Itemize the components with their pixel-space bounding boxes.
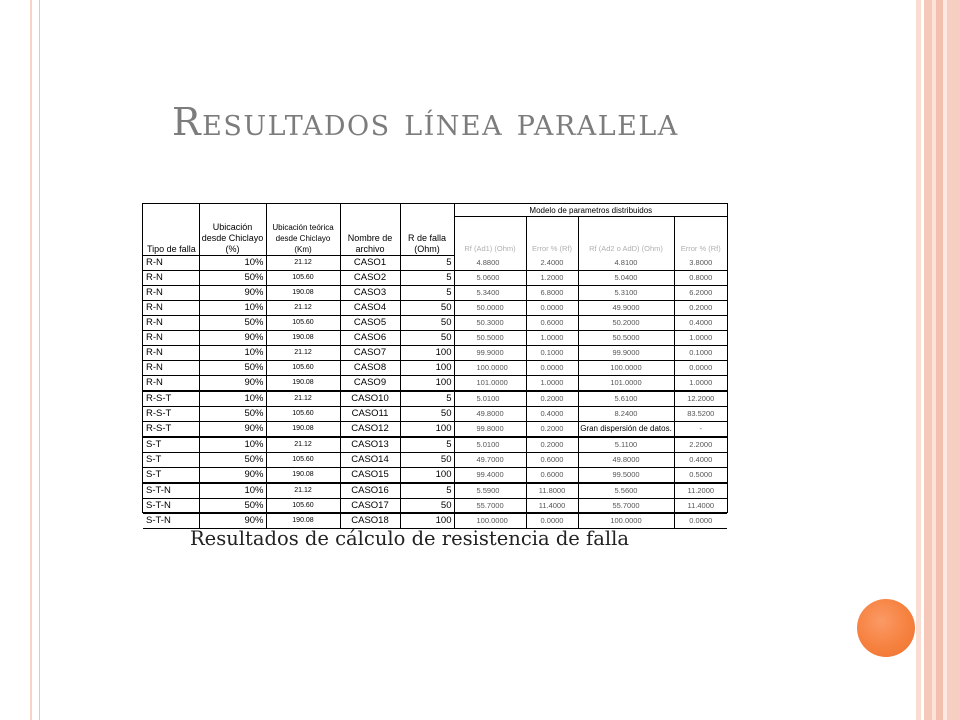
cell-error-1: 0.0000 (526, 360, 578, 375)
cell-archivo: CASO17 (340, 498, 400, 513)
cell-error-2: 1.0000 (674, 330, 727, 345)
cell-ubicacion-teorica: 190.08 (266, 421, 340, 437)
cell-rf-ad2: Gran dispersión de datos. (578, 421, 674, 437)
cell-archivo: CASO6 (340, 330, 400, 345)
cell-r-falla: 5 (400, 270, 454, 285)
cell-error-2: 1.0000 (674, 375, 727, 391)
cell-r-falla: 5 (400, 391, 454, 407)
slide-left-border (0, 0, 40, 720)
cell-tipo: R-N (143, 315, 199, 330)
cell-error-1: 0.2000 (526, 391, 578, 407)
cell-error-2: 0.2000 (674, 300, 727, 315)
cell-r-falla: 50 (400, 406, 454, 421)
cell-error-2: 0.1000 (674, 345, 727, 360)
cell-tipo: R-N (143, 375, 199, 391)
cell-r-falla: 5 (400, 483, 454, 499)
cell-rf-ad2: 50.2000 (578, 315, 674, 330)
cell-ubicacion: 10% (199, 483, 266, 499)
cell-tipo: S-T-N (143, 513, 199, 528)
cell-r-falla: 5 (400, 437, 454, 453)
cell-ubicacion-teorica: 190.08 (266, 513, 340, 528)
cell-archivo: CASO9 (340, 375, 400, 391)
cell-ubicacion: 50% (199, 498, 266, 513)
table-row (143, 360, 727, 375)
cell-rf-ad1: 4.8800 (454, 255, 526, 270)
table-row (143, 498, 727, 513)
cell-ubicacion: 90% (199, 467, 266, 483)
cell-tipo: R-N (143, 360, 199, 375)
cell-rf-ad2: 99.5000 (578, 467, 674, 483)
cell-rf-ad1: 100.0000 (454, 513, 526, 528)
cell-archivo: CASO1 (340, 255, 400, 270)
cell-error-2: 83.5200 (674, 406, 727, 421)
table-row (143, 255, 727, 270)
cell-error-2: 11.2000 (674, 483, 727, 499)
table-row (143, 345, 727, 360)
cell-ubicacion: 90% (199, 375, 266, 391)
cell-tipo: R-N (143, 285, 199, 300)
cell-r-falla: 50 (400, 330, 454, 345)
cell-tipo: S-T (143, 452, 199, 467)
cell-error-1: 0.4000 (526, 406, 578, 421)
cell-tipo: R-N (143, 330, 199, 345)
cell-ubicacion-teorica: 190.08 (266, 330, 340, 345)
cell-error-2: - (674, 421, 727, 437)
cell-error-1: 0.6000 (526, 467, 578, 483)
slide-title: Resultados línea paralela (172, 100, 679, 144)
cell-archivo: CASO2 (340, 270, 400, 285)
cell-ubicacion: 50% (199, 270, 266, 285)
table-row (143, 300, 727, 315)
slide-right-stripes (916, 0, 960, 720)
cell-tipo: R-N (143, 270, 199, 285)
cell-error-1: 11.4000 (526, 498, 578, 513)
cell-rf-ad2: 50.5000 (578, 330, 674, 345)
orange-circle-icon (857, 599, 915, 657)
cell-error-2: 12.2000 (674, 391, 727, 407)
cell-archivo: CASO4 (340, 300, 400, 315)
cell-ubicacion-teorica: 105.60 (266, 315, 340, 330)
cell-error-2: 3.8000 (674, 255, 727, 270)
cell-r-falla: 100 (400, 513, 454, 528)
cell-error-1: 11.8000 (526, 483, 578, 499)
cell-rf-ad1: 55.7000 (454, 498, 526, 513)
cell-rf-ad2: 100.0000 (578, 513, 674, 528)
cell-rf-ad1: 50.5000 (454, 330, 526, 345)
cell-ubicacion-teorica: 190.08 (266, 375, 340, 391)
cell-error-2: 0.4000 (674, 315, 727, 330)
cell-archivo: CASO12 (340, 421, 400, 437)
cell-ubicacion: 50% (199, 406, 266, 421)
cell-archivo: CASO10 (340, 391, 400, 407)
cell-r-falla: 50 (400, 315, 454, 330)
table-row (143, 315, 727, 330)
cell-error-2: 0.0000 (674, 513, 727, 528)
cell-ubicacion: 10% (199, 300, 266, 315)
cell-rf-ad1: 99.4000 (454, 467, 526, 483)
cell-archivo: CASO18 (340, 513, 400, 528)
cell-ubicacion: 50% (199, 360, 266, 375)
cell-archivo: CASO15 (340, 467, 400, 483)
cell-rf-ad2: 5.1100 (578, 437, 674, 453)
cell-archivo: CASO8 (340, 360, 400, 375)
cell-r-falla: 50 (400, 452, 454, 467)
cell-archivo: CASO16 (340, 483, 400, 499)
cell-ubicacion: 10% (199, 345, 266, 360)
table-row (143, 452, 727, 467)
cell-rf-ad1: 101.0000 (454, 375, 526, 391)
cell-ubicacion-teorica: 105.60 (266, 452, 340, 467)
cell-tipo: S-T-N (143, 483, 199, 499)
cell-error-1: 1.2000 (526, 270, 578, 285)
cell-error-1: 6.8000 (526, 285, 578, 300)
cell-rf-ad1: 100.0000 (454, 360, 526, 375)
cell-rf-ad2: 49.8000 (578, 452, 674, 467)
table-body (143, 255, 727, 528)
table-row (143, 437, 727, 453)
cell-archivo: CASO5 (340, 315, 400, 330)
cell-error-2: 0.5000 (674, 467, 727, 483)
cell-error-1: 0.2000 (526, 421, 578, 437)
results-table (142, 203, 728, 526)
header-nombre-archivo: Nombre de archivo (340, 204, 400, 255)
cell-tipo: R-N (143, 300, 199, 315)
cell-error-2: 0.0000 (674, 360, 727, 375)
cell-rf-ad1: 5.0100 (454, 391, 526, 407)
cell-error-1: 0.0000 (526, 300, 578, 315)
table-row (143, 483, 727, 499)
cell-rf-ad1: 5.5900 (454, 483, 526, 499)
cell-ubicacion: 10% (199, 391, 266, 407)
header-error-2: Error % (Rf) (680, 244, 721, 253)
table-row (143, 467, 727, 483)
cell-error-2: 0.8000 (674, 270, 727, 285)
cell-rf-ad2: 5.0400 (578, 270, 674, 285)
cell-ubicacion-teorica: 21.12 (266, 345, 340, 360)
cell-r-falla: 5 (400, 285, 454, 300)
cell-rf-ad2: 55.7000 (578, 498, 674, 513)
cell-ubicacion-teorica: 21.12 (266, 483, 340, 499)
cell-ubicacion-teorica: 105.60 (266, 406, 340, 421)
cell-ubicacion-teorica: 105.60 (266, 498, 340, 513)
header-modelo: Modelo de parametros distribuidos (454, 204, 727, 217)
cell-r-falla: 100 (400, 467, 454, 483)
cell-error-1: 1.0000 (526, 375, 578, 391)
header-rf-ad1: Rf (Ad1) (Ohm) (454, 217, 526, 256)
cell-archivo: CASO13 (340, 437, 400, 453)
cell-ubicacion-teorica: 190.08 (266, 285, 340, 300)
cell-ubicacion-teorica: 105.60 (266, 270, 340, 285)
cell-rf-ad2: 4.8100 (578, 255, 674, 270)
cell-tipo: R-S-T (143, 406, 199, 421)
cell-rf-ad1: 49.8000 (454, 406, 526, 421)
header-rf-ad2: Rf (Ad2 o AdD) (Ohm) (578, 217, 674, 256)
cell-archivo: CASO7 (340, 345, 400, 360)
cell-error-1: 0.0000 (526, 513, 578, 528)
cell-error-1: 1.0000 (526, 330, 578, 345)
cell-rf-ad2: 101.0000 (578, 375, 674, 391)
cell-error-1: 0.1000 (526, 345, 578, 360)
cell-rf-ad1: 99.9000 (454, 345, 526, 360)
cell-ubicacion-teorica: 105.60 (266, 360, 340, 375)
header-ubicacion: Ubicación desde Chiclayo (%) (199, 204, 266, 255)
cell-archivo: CASO11 (340, 406, 400, 421)
cell-rf-ad2: 5.6100 (578, 391, 674, 407)
cell-rf-ad1: 50.0000 (454, 300, 526, 315)
cell-rf-ad2: 5.3100 (578, 285, 674, 300)
cell-ubicacion: 90% (199, 513, 266, 528)
cell-rf-ad2: 99.9000 (578, 345, 674, 360)
cell-error-1: 2.4000 (526, 255, 578, 270)
cell-ubicacion: 10% (199, 255, 266, 270)
cell-rf-ad1: 5.3400 (454, 285, 526, 300)
cell-ubicacion: 10% (199, 437, 266, 453)
cell-error-1: 0.2000 (526, 437, 578, 453)
cell-tipo: R-N (143, 255, 199, 270)
cell-r-falla: 100 (400, 421, 454, 437)
cell-ubicacion: 90% (199, 285, 266, 300)
table-row (143, 513, 727, 528)
cell-ubicacion: 90% (199, 330, 266, 345)
cell-rf-ad2: 5.5600 (578, 483, 674, 499)
table-row (143, 406, 727, 421)
cell-tipo: R-S-T (143, 421, 199, 437)
cell-rf-ad1: 5.0600 (454, 270, 526, 285)
cell-tipo: S-T (143, 467, 199, 483)
cell-tipo: R-S-T (143, 391, 199, 407)
cell-rf-ad2: 49.9000 (578, 300, 674, 315)
cell-error-1: 0.6000 (526, 452, 578, 467)
table-row (143, 270, 727, 285)
cell-rf-ad2: 100.0000 (578, 360, 674, 375)
table-row (143, 285, 727, 300)
cell-rf-ad1: 5.0100 (454, 437, 526, 453)
cell-archivo: CASO3 (340, 285, 400, 300)
cell-ubicacion: 50% (199, 452, 266, 467)
table-row (143, 330, 727, 345)
cell-tipo: S-T (143, 437, 199, 453)
cell-rf-ad1: 99.8000 (454, 421, 526, 437)
cell-tipo: R-N (143, 345, 199, 360)
cell-ubicacion-teorica: 21.12 (266, 300, 340, 315)
cell-ubicacion-teorica: 21.12 (266, 391, 340, 407)
cell-r-falla: 100 (400, 345, 454, 360)
header-ubicacion-teorica: Ubicación teórica desde Chiclayo (Km) (266, 204, 340, 255)
header-error-1: Error % (Rf) (526, 217, 578, 256)
cell-ubicacion-teorica: 21.12 (266, 437, 340, 453)
cell-ubicacion-teorica: 21.12 (266, 255, 340, 270)
cell-error-2: 2.2000 (674, 437, 727, 453)
table-row (143, 375, 727, 391)
table-row (143, 391, 727, 407)
cell-r-falla: 100 (400, 360, 454, 375)
cell-rf-ad1: 50.3000 (454, 315, 526, 330)
header-tipo-falla: Tipo de falla (143, 204, 199, 255)
cell-error-1: 0.6000 (526, 315, 578, 330)
cell-ubicacion-teorica: 190.08 (266, 467, 340, 483)
cell-rf-ad2: 8.2400 (578, 406, 674, 421)
table-caption: Resultados de cálculo de resistencia de falla (190, 527, 629, 550)
cell-r-falla: 100 (400, 375, 454, 391)
cell-ubicacion: 50% (199, 315, 266, 330)
cell-r-falla: 5 (400, 255, 454, 270)
cell-error-2: 0.4000 (674, 452, 727, 467)
cell-error-2: 11.4000 (674, 498, 727, 513)
cell-ubicacion: 90% (199, 421, 266, 437)
cell-tipo: S-T-N (143, 498, 199, 513)
cell-r-falla: 50 (400, 300, 454, 315)
cell-error-2: 6.2000 (674, 285, 727, 300)
header-r-falla: R de falla (Ohm) (400, 204, 454, 255)
cell-archivo: CASO14 (340, 452, 400, 467)
table-row (143, 421, 727, 437)
cell-r-falla: 50 (400, 498, 454, 513)
cell-rf-ad1: 49.7000 (454, 452, 526, 467)
